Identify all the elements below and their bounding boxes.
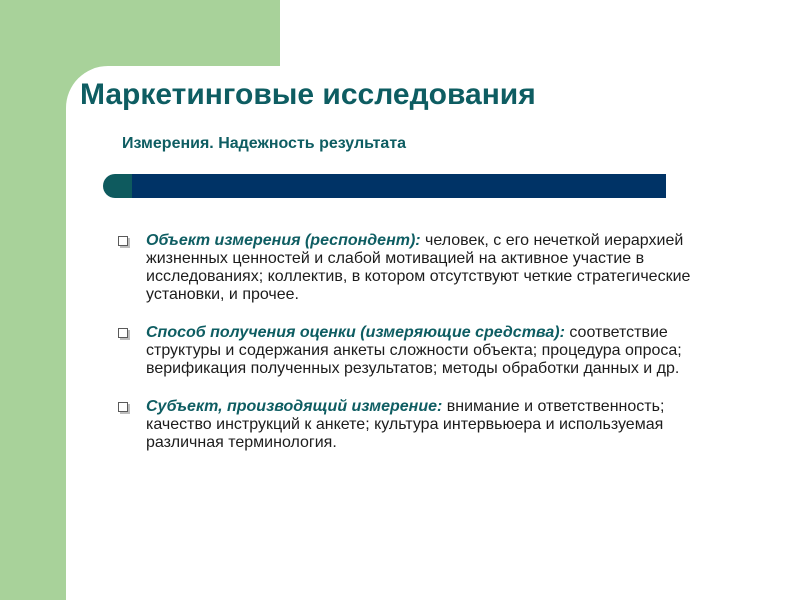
- bullet-item-subject: [112, 398, 712, 452]
- bullet-term: Объект измерения (респондент):: [146, 232, 421, 249]
- bullet-text: внимание и ответственность; качество инструкций к анкете; культура интервьюера и используемая различная терминология.: [146, 398, 665, 451]
- slide-title: Маркетинговые исследования: [80, 78, 536, 111]
- bullet-item-respondent: [112, 232, 712, 304]
- bullet-term: Субъект, производящий измерение:: [146, 398, 443, 415]
- square-bullet-icon: [118, 328, 128, 338]
- square-bullet-icon: [118, 402, 128, 412]
- bullet-term: Способ получения оценки (измеряющие средства):: [146, 324, 565, 341]
- bullet-list: [112, 232, 712, 472]
- bullet-item-method: [112, 324, 712, 378]
- bullet-text: соответствие структуры и содержания анкеты сложности объекта; процедура опроса; верификация полученных результатов; методы обработки данных и др.: [146, 324, 682, 377]
- bullet-text: человек, с его нечеткой иерархией жизненных ценностей и слабой мотивацией на активное участие в исследованиях; коллектив, в котором отсутствуют четкие стратегические установки, и прочее.: [146, 232, 691, 303]
- divider-bar: [132, 174, 666, 198]
- slide-subtitle: Измерения. Надежность результата: [122, 135, 407, 152]
- square-bullet-icon: [118, 236, 128, 246]
